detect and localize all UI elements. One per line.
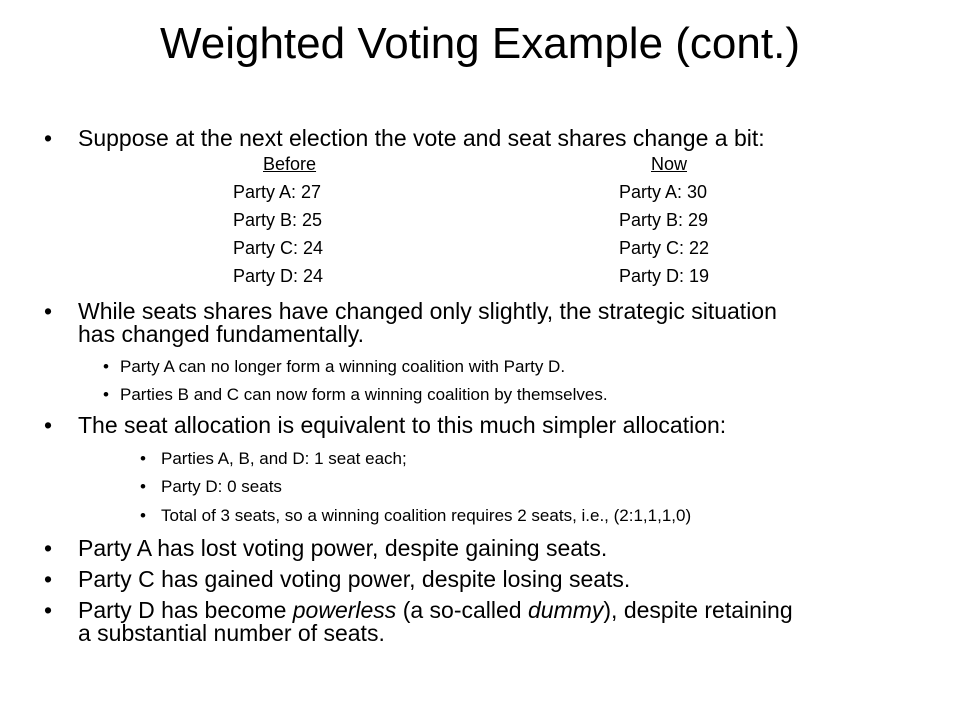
now-header: Now — [651, 154, 688, 174]
bullet-intro-text: Suppose at the next election the vote and seat shares change a bit: — [78, 125, 765, 151]
bullet-strategic-line1: While seats shares have changed only slightly, the strategic situation — [78, 298, 777, 324]
bullet-dot: • — [44, 412, 53, 438]
bullet-dot: • — [44, 535, 53, 561]
before-header: Before — [263, 154, 317, 174]
bullet-party-a-text: Party A has lost voting power, despite gaining seats. — [78, 535, 608, 561]
bullet-party-c-text: Party C has gained voting power, despite losing seats. — [78, 566, 631, 592]
sub-sub-bullet-dot: • — [140, 449, 146, 468]
slide-title: Weighted Voting Example (cont.) — [160, 19, 800, 68]
bullet-party-d-line2: a substantial number of seats. — [78, 620, 385, 646]
emphasis-powerless: powerless — [292, 597, 397, 623]
sub-sub-bullet-text: Party D: 0 seats — [161, 477, 282, 496]
bullet-party-d-line1: Party D has become powerless (a so-called dummy), despite retaining — [78, 597, 793, 623]
sub-sub-bullet-text: Parties A, B, and D: 1 seat each; — [161, 449, 407, 468]
now-party-a: Party A: 30 — [619, 182, 708, 202]
bullet-dot: • — [44, 566, 53, 592]
sub-sub-bullet-dot: • — [140, 477, 146, 496]
sub-sub-bullet-text: Total of 3 seats, so a winning coalition requires 2 seats, i.e., (2:1,1,1,0) — [161, 506, 692, 525]
before-party-a: Party A: 27 — [233, 182, 322, 202]
bullet-dot: • — [44, 597, 53, 623]
now-party-b: Party B: 29 — [619, 210, 709, 230]
bullet-dot: • — [44, 298, 53, 324]
sub-bullet-dot: • — [103, 357, 109, 376]
sub-bullet-text: Parties B and C can now form a winning coalition by themselves. — [120, 385, 608, 404]
bullet-equivalent-text: The seat allocation is equivalent to this much simpler allocation: — [78, 412, 727, 438]
sub-bullet-text: Party A can no longer form a winning coalition with Party D. — [120, 357, 566, 376]
before-party-d: Party D: 24 — [233, 266, 324, 286]
bullet-strategic-line2: has changed fundamentally. — [78, 321, 364, 347]
bullet-dot: • — [44, 125, 53, 151]
before-party-b: Party B: 25 — [233, 210, 323, 230]
now-party-d: Party D: 19 — [619, 266, 710, 286]
sub-sub-bullet-dot: • — [140, 506, 146, 525]
now-party-c: Party C: 22 — [619, 238, 710, 258]
sub-bullet-dot: • — [103, 385, 109, 404]
before-party-c: Party C: 24 — [233, 238, 324, 258]
emphasis-dummy: dummy — [527, 597, 604, 623]
